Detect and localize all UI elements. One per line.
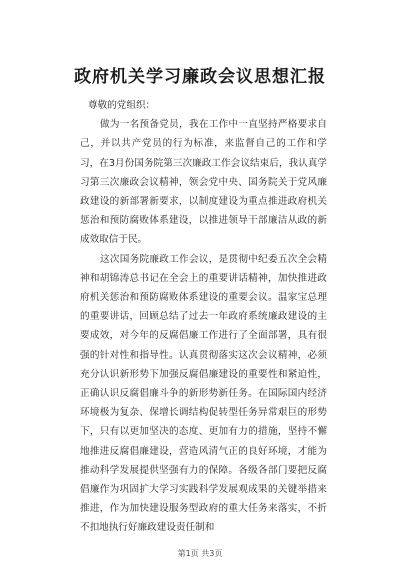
document-body <box>80 96 327 538</box>
salutation: 尊敬的党组织： <box>88 100 156 111</box>
page-number: 第1页 共3页 <box>177 549 223 558</box>
paragraph-2: 这次国务院廉政工作会议，是贯彻中纪委五次全会精神和胡锦涛总书记在全会上的重要讲话精神，加快推进政府机关惩治和预防腐败体系建设的重要会议。温家宝总理的重要讲话，回顾总结了过去一年政府系统廉政建设的主要成效，对今年的反腐倡廉工作进行了全面部署，具有很强的针对性和指导性。认真贯彻落实这次会议精神，必须充分认识新形势下加强反腐倡廉建设的重要性和紧迫性，正确认识反腐倡廉斗争的新形势新任务。在国际国内经济环境极为复杂、保增长调结构促转型任务异常艰巨的形势下，只有以更加坚决的态度、更加有力的措施，坚持不懈地推进反腐倡廉建设，营造风清气正的良好环境，才能为推动科学发展提供坚强有力的保障。各级各部门要把反腐倡廉作为巩固扩大学习实践科学发展观成果的关键举措来推进，作为加快建设服务型政府的重大任务来落实，不折不扣地执行好廉政建设责任制和 <box>80 253 327 534</box>
document-title: 政府机关学习廉政会议思想汇报 <box>74 67 326 87</box>
paragraph-1: 做为一名预备党员，我在工作中一直坚持严格要求自己，并以共产党员的行为标准，来监督自己的工作和学习，在3月份国务院第三次廉政工作会议结束后，我认真学习第三次廉政会议精神，领会党中央、国务院关于党风廉政建设的新部署新要求，以制度建设为重点推进政府机关惩治和预防腐败体系建设，以推进领导干部廉洁从政的新成效取信于民。 <box>80 119 327 246</box>
